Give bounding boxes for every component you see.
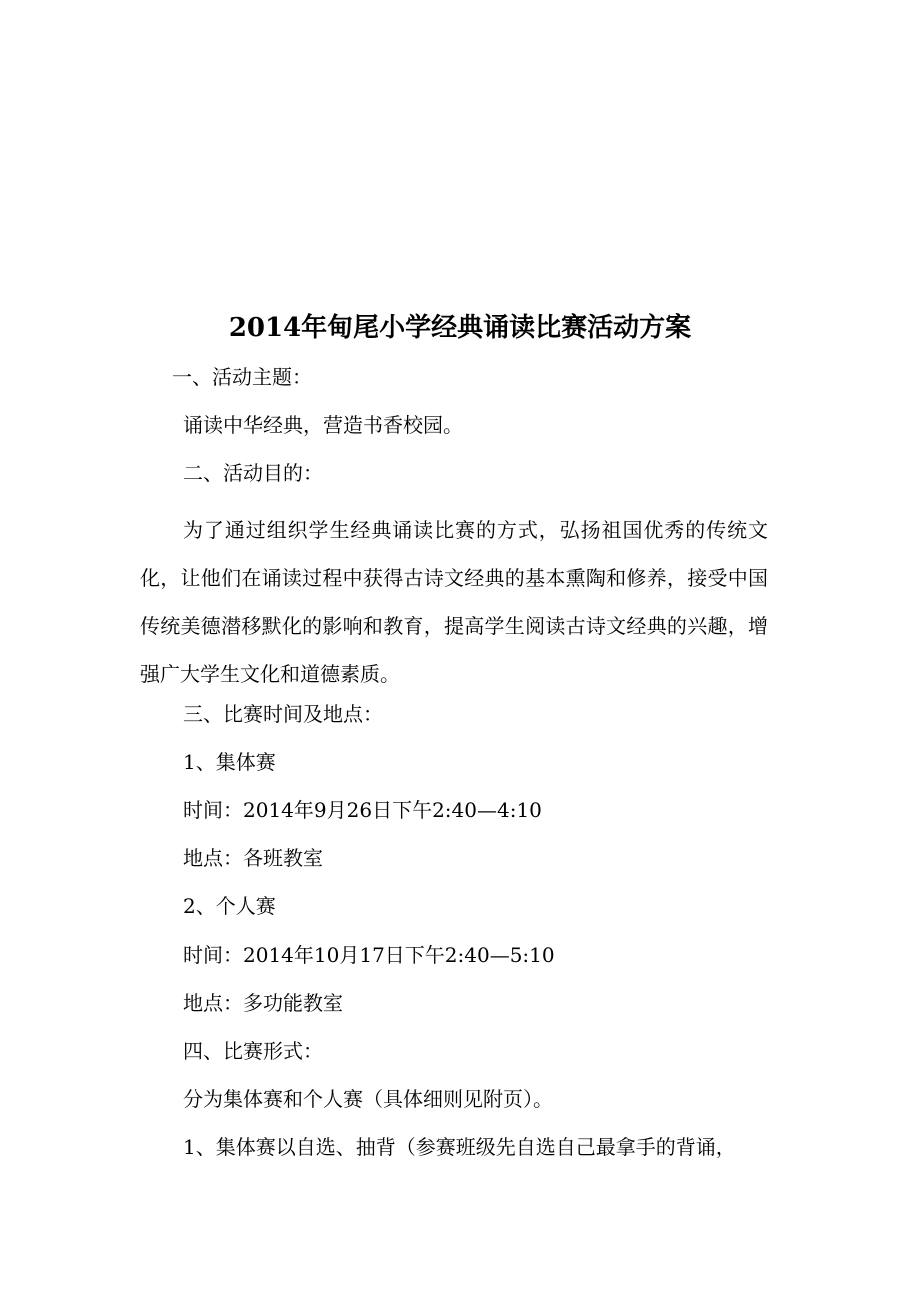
individual-contest-place: 地点：多功能教室 (183, 991, 343, 1015)
group-contest-place: 地点：各班教室 (183, 846, 323, 870)
individual-contest-time: 时间：2014年10月17日下午2:40—5:10 (183, 943, 555, 967)
group-contest-title: 1、集体赛 (183, 750, 276, 774)
time-place-heading: 三、比赛时间及地点： (183, 702, 383, 726)
theme-text: 诵读中华经典，营造书香校园。 (183, 413, 463, 437)
group-contest-time: 时间：2014年9月26日下午2:40—4:10 (183, 798, 542, 822)
purpose-paragraph: 为了通过组织学生经典诵读比赛的方式，弘扬祖国优秀的传统文化，让他们在诵读过程中获得古诗文经典的基本熏陶和修养，接受中国传统美德潜移默化的影响和教育，提高学生阅读古诗文经典的兴趣，增强广大学生文化和道德素质。 (140, 518, 768, 686)
individual-contest-title: 2、个人赛 (183, 894, 276, 918)
format-heading: 四、比赛形式： (183, 1039, 323, 1063)
format-item-1: 1、集体赛以自选、抽背（参赛班级先自选自己最拿手的背诵， (183, 1135, 736, 1159)
document-title: 2014年甸尾小学经典诵读比赛活动方案 (228, 313, 692, 343)
purpose-heading: 二、活动目的： (183, 461, 323, 485)
theme-heading: 一、活动主题： (172, 365, 312, 389)
format-text: 分为集体赛和个人赛（具体细则见附页）。 (183, 1087, 553, 1111)
